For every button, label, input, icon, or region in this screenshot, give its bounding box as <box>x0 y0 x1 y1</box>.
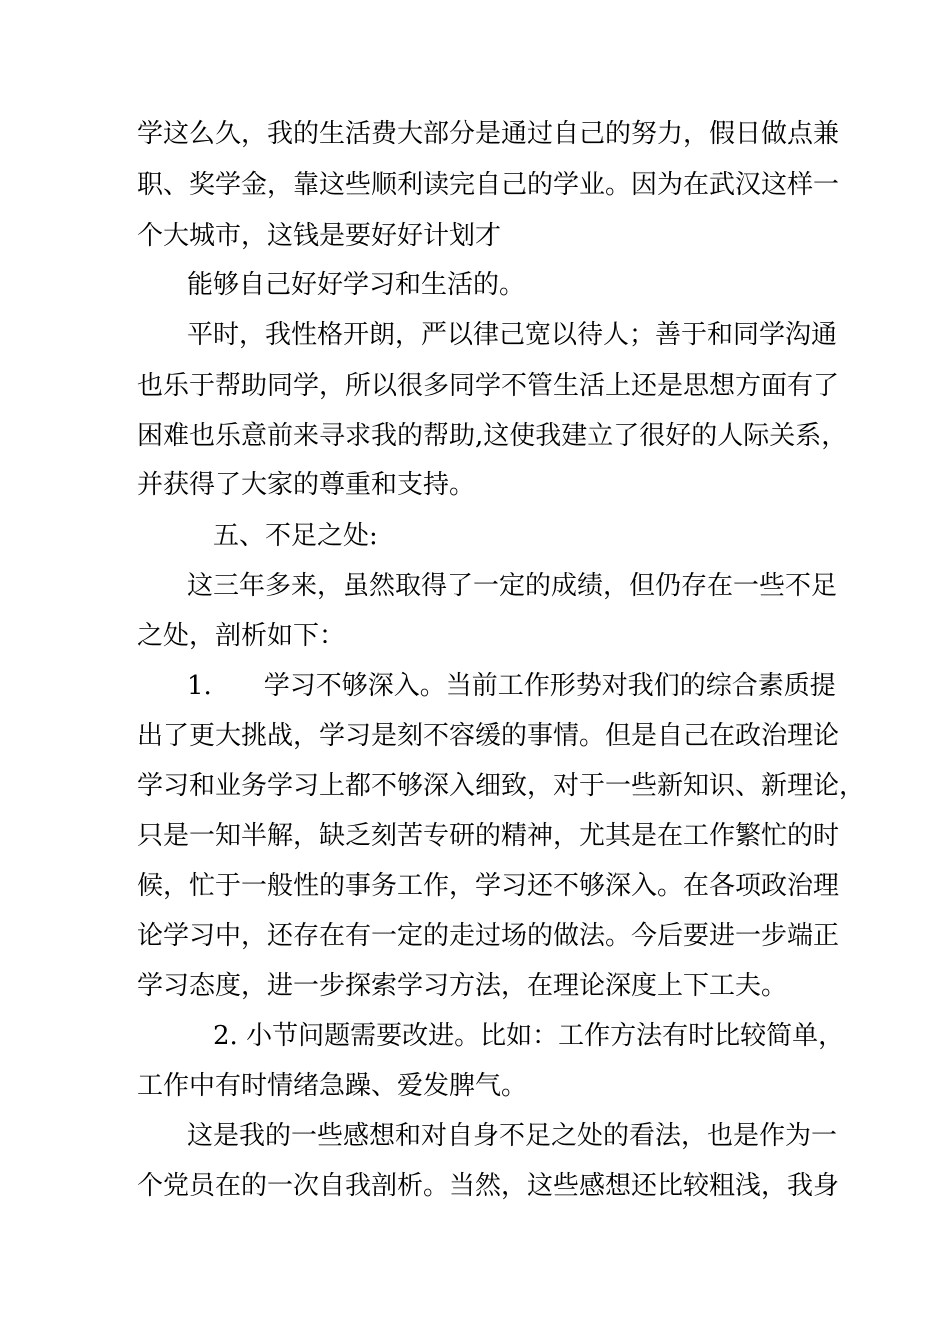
list-item-1: 1. 学习不够深入。当前工作形势对我们的综合素质提 <box>187 671 836 701</box>
text-line: 只是一知半解，缺乏刻苦专研的精神，尤其是在工作繁忙的时 <box>137 821 840 851</box>
text-line: 出了更大挑战，学习是刻不容缓的事情。但是自己在政治理论 <box>137 721 840 751</box>
text-line: 论学习中，还存在有一定的走过场的做法。今后要进一步端正 <box>137 921 840 951</box>
text-line: 也乐于帮助同学，所以很多同学不管生活上还是思想方面有了 <box>137 371 840 401</box>
list-item-2: 2. 小节问题需要改进。比如：工作方法有时比较简单， <box>213 1021 845 1051</box>
text-line: 之处，剖析如下： <box>137 621 346 651</box>
text-line: 个党员在的一次自我剖析。当然，这些感想还比较粗浅，我身 <box>137 1171 840 1201</box>
text-line: 工作中有时情绪急躁、爱发脾气。 <box>137 1071 528 1101</box>
text-line: 学习态度，进一步探索学习方法，在理论深度上下工夫。 <box>137 971 788 1001</box>
text-line: 个大城市，这钱是要好好计划才 <box>137 221 502 251</box>
text-line: 困难也乐意前来寻求我的帮助,这使我建立了很好的人际关系， <box>137 421 848 451</box>
text-line: 这三年多来，虽然取得了一定的成绩，但仍存在一些不足 <box>187 571 838 601</box>
text-line: 职、奖学金，靠这些顺利读完自己的学业。因为在武汉这样一 <box>137 170 840 200</box>
text-line: 学这么久，我的生活费大部分是通过自己的努力，假日做点兼 <box>137 119 840 149</box>
text-line: 这是我的一些感想和对自身不足之处的看法，也是作为一 <box>187 1121 838 1151</box>
text-line: 平时，我性格开朗，严以律己宽以待人；善于和同学沟通 <box>187 320 838 350</box>
text-line: 候，忙于一般性的事务工作，学习还不够深入。在各项政治理 <box>137 871 840 901</box>
text-line: 并获得了大家的尊重和支持。 <box>137 470 476 500</box>
section-heading: 五、不足之处: <box>213 521 378 551</box>
text-line: 能够自己好好学习和生活的。 <box>187 270 526 300</box>
text-line: 学习和业务学习上都不够深入细致，对于一些新知识、新理论， <box>137 771 866 801</box>
